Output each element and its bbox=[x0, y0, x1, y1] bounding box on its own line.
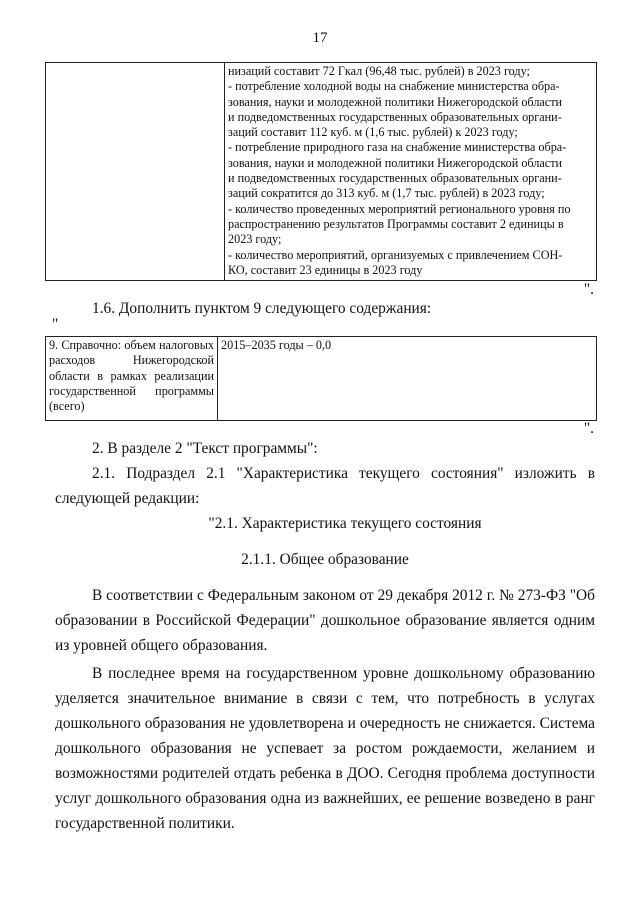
table-cell-value: 2015–2035 годы – 0,0 bbox=[218, 337, 597, 421]
table-text-line: КО, составит 23 единицы в 2023 году bbox=[228, 262, 423, 277]
item-1-6-text: 1.6. Дополнить пунктом 9 следующего содержания: bbox=[92, 300, 432, 317]
paragraph-2: В последнее время на государственном уровне дошкольному образованию уделяется значительное внимание в связи с тем, что потребность в услугах дошкольного образования не удовлетворена и очередность не снижается. Система дошкольного образования не успевает за ростом рождаемости, желанием и возможностями родителей отдать ребенка в ДОО. Сегодня проблема доступности услуг дошкольного образования одна из важнейших, ее решение возведено в ранг государственной политики. bbox=[55, 665, 595, 832]
heading-2-1-1: 2.1.1. Общее образование bbox=[241, 551, 409, 568]
table-text-line: - потребление природного газа на снабжение министерства обра- bbox=[228, 140, 567, 155]
table-text-line: заций сократится до 313 куб. м (1,7 тыс. рублей) в 2023 году; bbox=[228, 186, 545, 201]
closing-quote: ". bbox=[583, 420, 594, 437]
tax-expenses-table bbox=[45, 336, 597, 421]
table-text-line: и подведомственных государственных образовательных органи- bbox=[228, 109, 562, 124]
paragraph-1: В соответствии с Федеральным законом от 29 декабря 2012 г. № 273-ФЗ "Об образовании в Российской Федерации" дошкольное образование является одним из уровней общего образования. bbox=[55, 587, 595, 654]
table-text-line: зования, науки и молодежной политики Нижегородской области bbox=[228, 94, 563, 109]
section-2-text: 2. В разделе 2 "Текст программы": bbox=[92, 440, 318, 457]
table-row bbox=[46, 337, 597, 421]
table-text-line: - потребление холодной воды на снабжение министерства обра- bbox=[228, 79, 560, 94]
page-number: 17 bbox=[312, 30, 328, 46]
opening-quote: " bbox=[52, 316, 59, 333]
indicators-table bbox=[45, 62, 597, 281]
table-text-line: заций составит 112 куб. м (1,6 тыс. рублей) к 2023 году; bbox=[228, 125, 518, 140]
heading-2-1: "2.1. Характеристика текущего состояния bbox=[208, 515, 482, 532]
table-text-line: - количество мероприятий, организуемых с привлечением СОН- bbox=[228, 247, 563, 262]
table-cell-empty bbox=[46, 63, 225, 281]
table-text-line: 2023 году; bbox=[228, 232, 282, 247]
table-text-line: распространению результатов Программы составит 2 единицы в bbox=[228, 216, 564, 231]
closing-quote: ". bbox=[583, 281, 594, 298]
table-cell-label: 9. Справочно: объем налоговых расходов Нижегородской области в рамках реализации государственной программы (всего) bbox=[46, 337, 218, 421]
table-text-line: зования, науки и молодежной политики Нижегородской области bbox=[228, 155, 563, 170]
table-text-line: низаций составит 72 Гкал (96,48 тыс. рублей) в 2023 году; bbox=[228, 64, 530, 78]
table-text-line: - количество проведенных мероприятий регионального уровня по bbox=[228, 201, 571, 216]
table-cell-indicators bbox=[225, 63, 597, 281]
section-2-1-text: 2.1. Подраздел 2.1 "Характеристика текущего состояния" изложить в следующей редакции: bbox=[55, 465, 595, 507]
table-row bbox=[46, 63, 597, 281]
table-text-line: и подведомственных государственных образовательных органи- bbox=[228, 171, 562, 186]
